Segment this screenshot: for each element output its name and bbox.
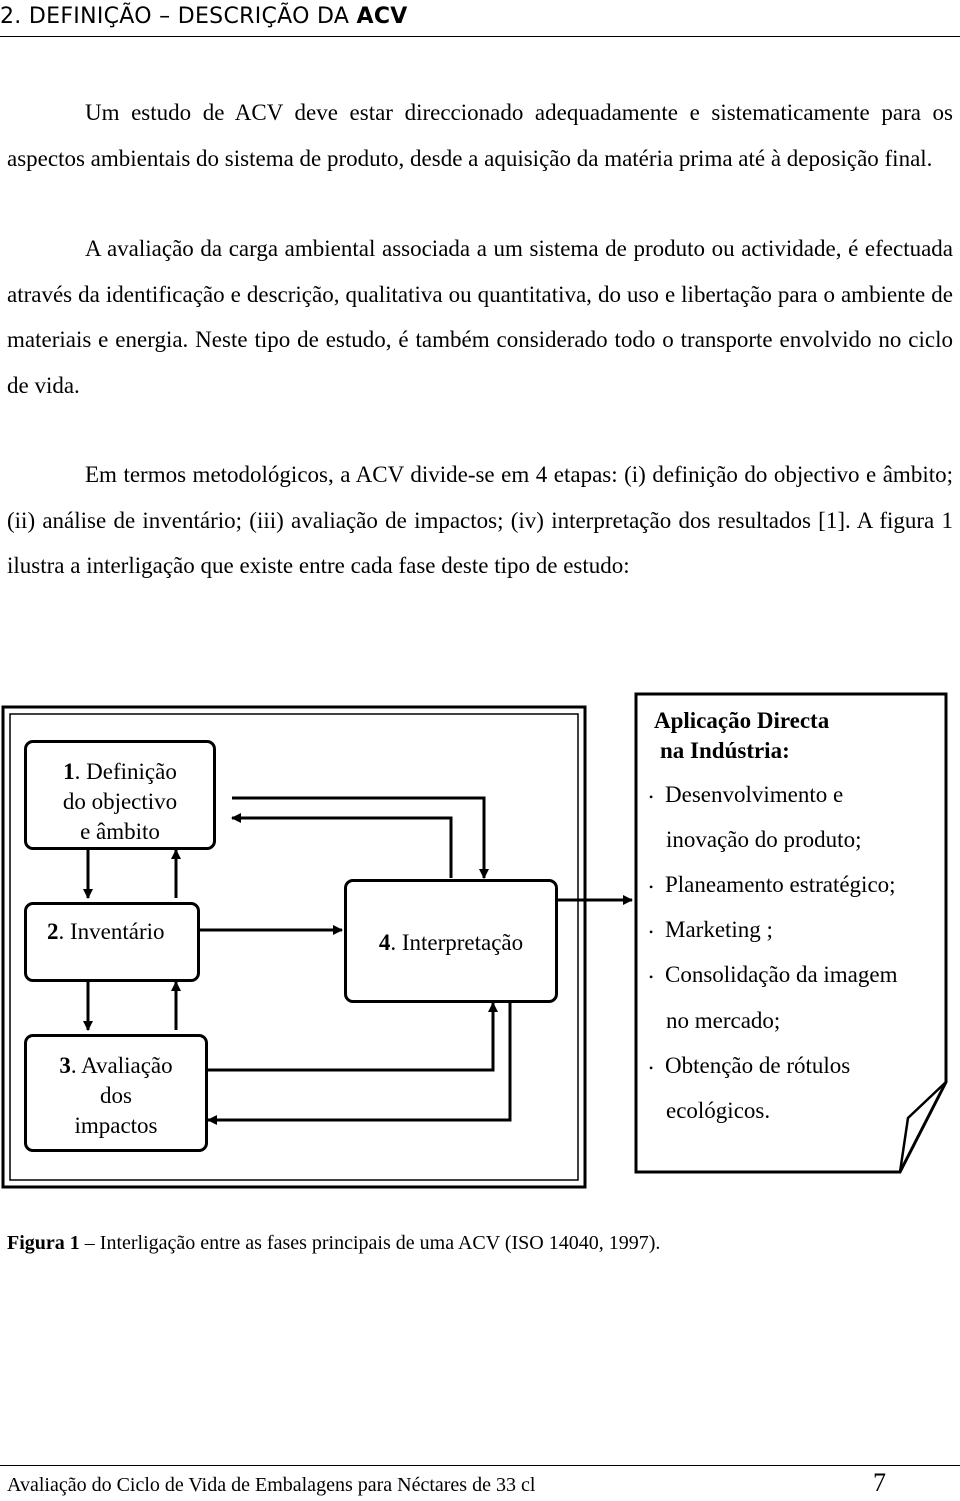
application-item-5 — [649, 1051, 850, 1083]
applications-title-line-1: Aplicação Directa — [654, 708, 830, 733]
stage-3-label: . Avaliação — [70, 1053, 173, 1078]
stage-4-label: . Interpretação — [390, 930, 524, 955]
figure-caption — [7, 1228, 660, 1258]
section-title: DEFINIÇÃO – DESCRIÇÃO DA — [28, 4, 350, 29]
stage-3-line-2: dos — [100, 1083, 132, 1108]
stage-4-interpretation-box — [344, 879, 558, 1003]
stage-1-line-1 — [27, 757, 213, 787]
applications-title-line-2: na Indústria: — [660, 738, 790, 763]
bullet-icon: • — [649, 789, 654, 804]
applications-title — [654, 706, 829, 766]
application-item-5-continuation: ecológicos. — [666, 1098, 771, 1123]
arrow-interpretation-to-stage3 — [208, 1003, 510, 1120]
bullet-icon: • — [649, 879, 654, 894]
arrow-stage3-to-interpretation — [208, 1003, 493, 1070]
paragraph-3-text: Em termos metodológicos, a ACV divide-se em 4 etapas: (i) definição do objectivo e âmbito; (ii) análise de inventário; (iii) avaliação de impactos; (iv) interpretação dos resultados [1]. A figura 1 ilustra a interligação que existe entre cada fase deste tipo de estudo: — [7, 462, 953, 578]
footer-divider — [0, 1465, 960, 1466]
stage-1-line-2: do objectivo — [62, 789, 178, 814]
stage-4-line-1 — [347, 928, 555, 958]
stage-4-number: 4 — [378, 930, 391, 955]
application-item-3-text: Marketing ; — [665, 917, 773, 942]
stage-3-impact-assessment-box — [24, 1034, 208, 1152]
stage-1-line-3: e âmbito — [80, 819, 160, 844]
arrow-stage1-to-interpretation — [232, 798, 484, 878]
bullet-icon: • — [649, 924, 654, 939]
stage-3-line-3: impactos — [74, 1113, 158, 1138]
application-item-4 — [649, 960, 898, 992]
stage-2-line-1 — [47, 917, 197, 947]
application-item-5-text: Obtenção de rótulos — [665, 1053, 851, 1078]
paragraph-2-text: A avaliação da carga ambiental associada a um sistema de produto ou actividade, é efectuada através da identificação e descrição, qualitativa ou quantitativa, do uso e libertação para o ambiente de materiais e energia. Neste tipo de estudo, é também considerado todo o transporte envolvido no ciclo de vida. — [7, 236, 953, 398]
footer-title: Avaliação do Ciclo de Vida de Embalagens para Néctares de 33 cl — [7, 1474, 536, 1496]
figure-caption-text: – Interligação entre as fases principais de uma ACV (ISO 14040, 1997). — [84, 1232, 661, 1254]
paragraph-1-text: Um estudo de ACV deve estar direccionado adequadamente e sistematicamente para os aspectos ambientais do sistema de produto, desde a aquisição da matéria prima até à deposição final. — [7, 100, 953, 171]
stage-1-number: 1 — [63, 759, 75, 784]
application-item-4-continuation: no mercado; — [666, 1008, 781, 1033]
application-item-1-text: Desenvolvimento e — [665, 782, 844, 807]
application-item-4-text: Consolidação da imagem — [665, 962, 898, 987]
applications-panel — [636, 694, 946, 1172]
page-number: 7 — [873, 1468, 886, 1497]
bullet-icon: • — [649, 969, 654, 984]
section-number: 2. — [0, 4, 22, 29]
bullet-icon: • — [649, 1060, 654, 1075]
stage-2-inventory-box — [24, 902, 200, 982]
figure-caption-label: Figura 1 — [7, 1232, 80, 1254]
stage-1-goal-scope-box — [24, 740, 216, 850]
paragraph-3 — [7, 452, 953, 589]
stage-1-label: . Definição — [74, 759, 177, 784]
paragraph-1 — [7, 90, 953, 181]
arrow-interpretation-to-stage1 — [232, 818, 451, 878]
stage-2-number: 2 — [47, 919, 59, 944]
application-item-1-continuation: inovação do produto; — [666, 827, 862, 852]
application-item-1 — [649, 780, 843, 812]
application-item-3 — [649, 915, 773, 947]
application-item-2-text: Planeamento estratégico; — [665, 872, 896, 897]
section-title-acronym: ACV — [356, 4, 408, 29]
stage-2-label: . Inventário — [58, 919, 165, 944]
application-item-2 — [649, 870, 896, 902]
section-heading — [0, 0, 960, 37]
paragraph-2 — [7, 226, 953, 408]
lca-framework-figure — [0, 690, 960, 1210]
stage-3-line-1 — [27, 1051, 205, 1081]
stage-3-number: 3 — [59, 1053, 71, 1078]
